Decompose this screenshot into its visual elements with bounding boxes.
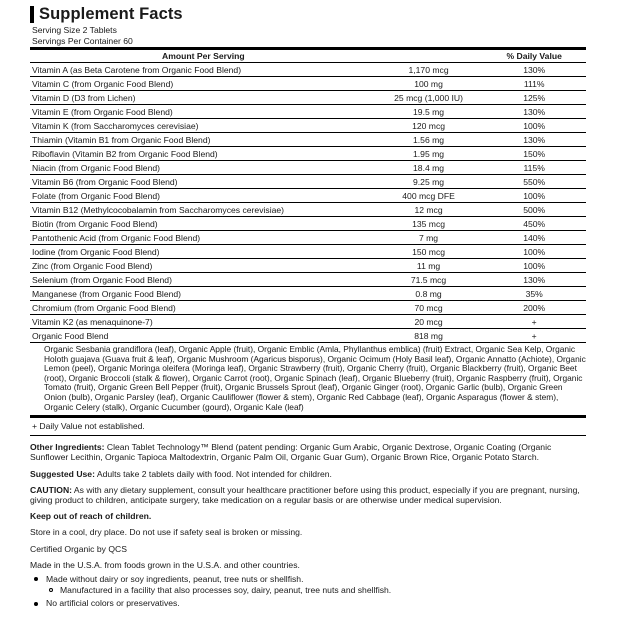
suggested-use-text: Adults take 2 tablets daily with food. Not intended for children. xyxy=(94,468,332,479)
origin-text: Made in the U.S.A. from foods grown in the U.S.A. and other countries. xyxy=(30,559,300,570)
servings-per-container: Servings Per Container 60 xyxy=(32,35,133,46)
nutrient-daily-value: 450% xyxy=(480,217,586,231)
nutrient-name: Vitamin K2 (as menaquinone-7) xyxy=(30,315,375,329)
table-row xyxy=(30,245,586,259)
table-row xyxy=(30,77,586,91)
blend-ingredients-row xyxy=(30,343,586,417)
nutrient-name: Vitamin A (as Beta Carotene from Organic Food Blend) xyxy=(30,63,375,77)
caution-text: As with any dietary supplement, consult your healthcare practitioner before using this product, especially if you are pregnant, nursing, giving product to children, anticipate surgery, take medication on a regular basis or are otherwise under medical supervision. xyxy=(30,484,580,505)
nutrient-daily-value: 130% xyxy=(480,105,586,119)
header-amount-per-serving: Amount Per Serving xyxy=(30,49,375,63)
nutrient-daily-value: 200% xyxy=(480,301,586,315)
table-row xyxy=(30,217,586,231)
nutrient-name: Pantothenic Acid (from Organic Food Blend) xyxy=(30,231,375,245)
list-item xyxy=(30,574,586,595)
table-row xyxy=(30,147,586,161)
nutrient-amount: 70 mcg xyxy=(375,301,481,315)
allergen-bullet-text: No artificial colors or preservatives. xyxy=(46,598,180,609)
nutrient-amount: 25 mcg (1,000 IU) xyxy=(375,91,481,105)
allergen-bullet-list xyxy=(30,574,586,609)
nutrient-amount: 9.25 mg xyxy=(375,175,481,189)
header-daily-value: % Daily Value xyxy=(480,49,586,63)
nutrient-daily-value: 130% xyxy=(480,273,586,287)
caution-section xyxy=(30,485,586,505)
header-amount-spacer xyxy=(375,49,481,63)
nutrient-amount: 18.4 mg xyxy=(375,161,481,175)
table-row xyxy=(30,175,586,189)
nutrient-daily-value: 100% xyxy=(480,259,586,273)
keep-out-text: Keep out of reach of children. xyxy=(30,511,152,522)
nutrient-amount: 1.95 mg xyxy=(375,147,481,161)
table-row xyxy=(30,203,586,217)
nutrient-name: Vitamin D (D3 from Lichen) xyxy=(30,91,375,105)
nutrient-amount: 135 mcg xyxy=(375,217,481,231)
nutrient-daily-value: 500% xyxy=(480,203,586,217)
allergen-sub-bullet-list xyxy=(46,585,586,595)
nutrient-amount: 120 mcg xyxy=(375,119,481,133)
blend-ingredients-text: Organic Sesbania grandiflora (leaf), Organic Apple (fruit), Organic Emblic (Amla, Phyllanthus emblica) (fruit) Extract, Organic Sea Kelp, Organic Holoth guajava (Guava fruit & leaf), Organic Mushroom (Agaricus bisporus), Organic Ocimum (Holy Basil leaf), Organic Annatto (Achiote), Organic Lemon (peel), Organic Moringa oleifera (Moringa leaf), Organic Strawberry (fruit), Organic Cherry (fruit), Organic Blackberry (fruit), Organic Beet (root), Organic Broccoli (stalk & flower), Organic Carrot (root), Organic Spinach (leaf), Organic Blueberry (fruit), Organic Raspberry (fruit), Organic Tomato (fruit), Organic Green Bell Pepper (fruit), Organic Brussels Sprout (leaf), Organic Ginger (root), Organic Garlic (bulb), Organic Green Onion (bulb), Organic Parsley (leaf), Organic Cauliflower (flower & stem), Organic Red Cabbage (leaf), Organic Asparagus (flower & stem), Organic Celery (stalk), Organic Cucumber (gourd), Organic Kale (leaf) xyxy=(30,343,586,417)
nutrient-amount: 19.5 mg xyxy=(375,105,481,119)
table-row xyxy=(30,63,586,77)
table-row xyxy=(30,329,586,343)
nutrient-amount: 20 mcg xyxy=(375,315,481,329)
nutrient-daily-value: 100% xyxy=(480,119,586,133)
allergen-bullet-text: Made without dairy or soy ingredients, peanut, tree nuts or shellfish. xyxy=(46,573,304,584)
nutrient-name: Vitamin E (from Organic Food Blend) xyxy=(30,105,375,119)
nutrient-name: Thiamin (Vitamin B1 from Organic Food Blend) xyxy=(30,133,375,147)
caution-heading: CAUTION: xyxy=(30,484,73,495)
nutrient-name: Manganese (from Organic Food Blend) xyxy=(30,287,375,301)
nutrient-amount: 100 mg xyxy=(375,77,481,91)
nutrient-name: Folate (from Organic Food Blend) xyxy=(30,189,375,203)
nutrient-daily-value: 150% xyxy=(480,147,586,161)
table-header-row xyxy=(30,49,586,63)
table-row xyxy=(30,301,586,315)
nutrient-daily-value: 100% xyxy=(480,245,586,259)
nutrient-amount: 1,170 mcg xyxy=(375,63,481,77)
table-row xyxy=(30,189,586,203)
nutrient-name: Iodine (from Organic Food Blend) xyxy=(30,245,375,259)
nutrient-daily-value: 140% xyxy=(480,231,586,245)
nutrient-daily-value: 115% xyxy=(480,161,586,175)
nutrient-amount: 0.8 mg xyxy=(375,287,481,301)
nutrient-name: Niacin (from Organic Food Blend) xyxy=(30,161,375,175)
nutrient-name: Zinc (from Organic Food Blend) xyxy=(30,259,375,273)
table-row xyxy=(30,91,586,105)
nutrient-name: Vitamin B6 (from Organic Food Blend) xyxy=(30,175,375,189)
nutrient-daily-value: 125% xyxy=(480,91,586,105)
nutrient-daily-value: 35% xyxy=(480,287,586,301)
nutrient-amount: 12 mcg xyxy=(375,203,481,217)
keep-out-of-reach-warning xyxy=(30,511,586,521)
other-ingredients-section xyxy=(30,442,586,462)
nutrient-name: Riboflavin (Vitamin B2 from Organic Food Blend) xyxy=(30,147,375,161)
other-ingredients-text: Clean Tablet Technology™ Blend (patent pending: Organic Gum Arabic, Organic Dextrose, Organic Coating (Organic Sunflower Lecithin, Organic Tapioca Maltodextrin, Organic Palm Oil, Organic Guar Gum), Organic Brown Rice, Organic Potato Starch. xyxy=(30,442,552,463)
nutrient-amount: 71.5 mcg xyxy=(375,273,481,287)
nutrient-amount: 1.56 mg xyxy=(375,133,481,147)
page-title: Supplement Facts xyxy=(39,5,183,24)
facts-table-body xyxy=(30,49,586,417)
table-row xyxy=(30,287,586,301)
allergen-sub-bullet-text: Manufactured in a facility that also processes soy, dairy, peanut, tree nuts and shellfish. xyxy=(60,585,392,596)
storage-instructions: Store in a cool, dry place. Do not use if safety seal is broken or missing. xyxy=(30,527,303,538)
nutrient-amount: 150 mcg xyxy=(375,245,481,259)
table-row xyxy=(30,259,586,273)
nutrient-name: Vitamin K (from Saccharomyces cerevisiae) xyxy=(30,119,375,133)
nutrient-daily-value: + xyxy=(480,329,586,343)
nutrient-amount: 400 mcg DFE xyxy=(375,189,481,203)
table-row xyxy=(30,231,586,245)
nutrient-name: Selenium (from Organic Food Blend) xyxy=(30,273,375,287)
nutrient-name: Organic Food Blend xyxy=(30,329,375,343)
nutrient-daily-value: 550% xyxy=(480,175,586,189)
certification-text: Certified Organic by QCS xyxy=(30,543,127,554)
nutrient-daily-value: + xyxy=(480,315,586,329)
list-item xyxy=(30,598,586,608)
table-row xyxy=(30,315,586,329)
daily-value-footnote: + Daily Value not established. xyxy=(30,421,586,436)
supplement-facts-table xyxy=(30,47,586,418)
table-row xyxy=(30,133,586,147)
panel-title-row xyxy=(30,6,586,23)
table-row xyxy=(30,119,586,133)
nutrient-name: Vitamin C (from Organic Food Blend) xyxy=(30,77,375,91)
nutrient-daily-value: 111% xyxy=(480,77,586,91)
nutrient-amount: 11 mg xyxy=(375,259,481,273)
table-row xyxy=(30,273,586,287)
nutrient-daily-value: 100% xyxy=(480,189,586,203)
nutrient-daily-value: 130% xyxy=(480,63,586,77)
nutrient-amount: 7 mg xyxy=(375,231,481,245)
nutrient-daily-value: 130% xyxy=(480,133,586,147)
title-accent-bar xyxy=(30,6,34,23)
supplement-facts-panel xyxy=(30,6,586,612)
suggested-use-section xyxy=(30,469,586,479)
table-row xyxy=(30,161,586,175)
list-item xyxy=(46,585,586,595)
nutrient-name: Chromium (from Organic Food Blend) xyxy=(30,301,375,315)
serving-size: Serving Size 2 Tablets xyxy=(32,25,117,35)
suggested-use-heading: Suggested Use: xyxy=(30,468,95,479)
nutrient-name: Biotin (from Organic Food Blend) xyxy=(30,217,375,231)
nutrient-amount: 818 mg xyxy=(375,329,481,343)
nutrient-name: Vitamin B12 (Methylcocobalamin from Saccharomyces cerevisiae) xyxy=(30,203,375,217)
other-ingredients-heading: Other Ingredients: xyxy=(30,442,105,453)
table-row xyxy=(30,105,586,119)
